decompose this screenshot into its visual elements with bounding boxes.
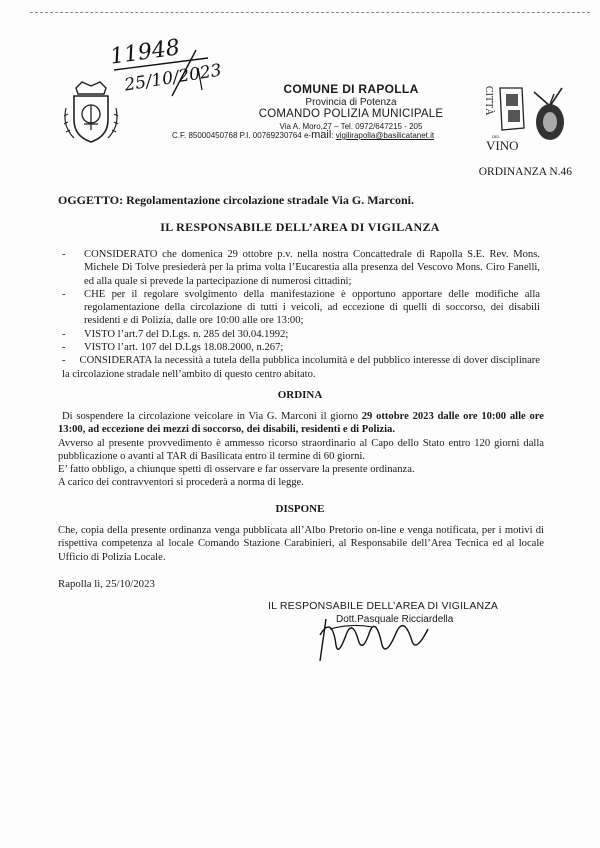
ordina-paragraph-3: E’ fatto obbligo, a chiunque spetti di osservare e far osservare la presente ordinanza. bbox=[58, 464, 415, 476]
place-date: Rapolla lì, 25/10/2023 bbox=[58, 578, 155, 590]
consideration-text: VISTO l’art.7 del D.Lgs. n. 285 del 30.04.1992; bbox=[84, 328, 289, 340]
cf-piva-text: C.F. 85000450768 P.I. 00769230764 e- bbox=[172, 131, 312, 140]
ordinanza-number: ORDINANZA N.46 bbox=[478, 166, 572, 178]
comando-name: COMANDO POLIZIA MUNICIPALE bbox=[258, 108, 444, 120]
mail-label: mail bbox=[311, 129, 332, 141]
logo-vino-text: VINO bbox=[486, 138, 519, 152]
subject-text: Regolamentazione circolazione stradale Via G. Marconi. bbox=[123, 193, 414, 207]
ordina-paragraph-2: Avverso al presente provvedimento è ammesso ricorso straordinario al Capo dello Stato entro 120 giorni dalla pubblicazione o avanti al TAR di Basilicata entro il termine di 60 giorni. bbox=[58, 437, 544, 462]
logo-del-text: DEL bbox=[492, 134, 500, 139]
email-link[interactable]: vigilirapolla@basilicatanet.it bbox=[335, 131, 435, 140]
logo-citta-text: CITTÀ bbox=[483, 86, 494, 116]
list-item: - VISTO l’art.7 del D.Lgs. n. 285 del 30.04.1992; bbox=[62, 328, 289, 340]
list-item: - CONSIDERATO che domenica 29 ottobre p.v. nella nostra Concattedrale di Rapolla S.E. Rev. Mons. Michele Di Tolve presiederà per la prima volta l’Eucarestia alla presenza del Vescovo Mons. Ciro Fanelli, ed alla quale si prevede la partecipazione di numerosi cittadini; bbox=[62, 249, 540, 287]
ordina-title: ORDINA bbox=[277, 389, 323, 401]
considerations-list bbox=[62, 248, 540, 381]
mail-separator: : bbox=[331, 131, 336, 140]
handwritten-date: 25/10/2023 bbox=[123, 60, 223, 96]
ordina-text: Di sospendere la circolazione veicolare in Via G. Marconi il giorno bbox=[62, 411, 362, 422]
subject-label: OGGETTO: bbox=[58, 193, 124, 207]
letterhead bbox=[236, 82, 466, 131]
handwritten-protocol-number: 11948 bbox=[108, 35, 182, 70]
consideration-text: CHE per il regolare svolgimento della manifestazione è opportuno apportare delle modifiche alla regolamentazione della circolazione di tutti i veicoli, ad eccezione di quelli di soccorso, dei disabili residenti e di Polizia, dalle ore 10:00 alle ore 13:00; bbox=[84, 288, 540, 327]
comune-name: COMUNE DI RAPOLLA bbox=[283, 82, 419, 96]
dispone-title: DISPONE bbox=[275, 503, 325, 515]
consideration-text: VISTO l’art. 107 del D.Lgs 18.08.2000, n.267; bbox=[84, 342, 284, 354]
dispone-paragraph: Che, copia della presente ordinanza venga pubblicata all’Albo Pretorio on-line e venga notificata, per i motivi di rispettiva competenza al locale Comando Stazione Carabinieri, al Responsabile dell’Area Tecnica ed al locale Ufficio di Polizia Locale. bbox=[58, 525, 544, 563]
signatory-name: Dott.Pasquale Ricciardella bbox=[336, 614, 454, 625]
citta-del-vino-logo-icon bbox=[478, 80, 578, 152]
fiscal-code-line bbox=[172, 129, 434, 141]
signature-title: IL RESPONSABILE DELL’AREA DI VIGILANZA bbox=[268, 600, 499, 612]
list-item: - VISTO l’art. 107 del D.Lgs 18.08.2000, n.267; bbox=[62, 342, 284, 354]
list-item: - CHE per il regolare svolgimento della manifestazione è opportuno apportare delle modifiche alla regolamentazione della circolazione di tutti i veicoli, ad eccezione di quelli di soccorso, dei disabili residenti e di Polizia, dalle ore 10:00 alle ore 13:00; bbox=[62, 288, 540, 327]
consideration-text: CONSIDERATO che domenica 29 ottobre p.v. nella nostra Concattedrale di Rapolla S.E. Rev. Mons. Michele Di Tolve presiederà per la prima volta l’Eucarestia alla presenza del Vescovo Mons. Ciro Fanelli, ed alla quale si prevede la partecipazione di numerosi cittadini; bbox=[84, 249, 540, 287]
list-item: - CONSIDERATA la necessità a tutela della pubblica incolumità e del pubblico interesse di dover disciplinare la circolazione stradale nell’ambito di questo centro abitato. bbox=[62, 355, 540, 380]
subject-line bbox=[58, 193, 414, 208]
ordina-paragraph-1 bbox=[58, 410, 544, 437]
dispone-body bbox=[58, 524, 544, 564]
ordina-bold-text: 29 ottobre 2023 dalle ore 10:00 alle ore 13:00, ad eccezione dei mezzi di soccorso, dei disabili, residenti e di Polizia. bbox=[58, 411, 544, 436]
municipal-crest-icon bbox=[60, 78, 122, 148]
handwritten-signature-icon bbox=[312, 605, 442, 665]
ordina-body bbox=[58, 410, 544, 490]
address-line: Via A. Moro,27 – Tel. 0972/647215 - 205 bbox=[279, 122, 423, 131]
ordina-paragraph-4: A carico dei contravventori si procederà a norma di legge. bbox=[58, 477, 304, 489]
issuer-title: IL RESPONSABILE DELL’AREA DI VIGILANZA bbox=[160, 220, 440, 234]
consideration-text: CONSIDERATA la necessità a tutela della pubblica incolumità e del pubblico interesse di dover disciplinare la circolazione stradale nell’ambito di questo centro abitato. bbox=[62, 355, 540, 380]
top-dashed-rule bbox=[30, 12, 590, 13]
provincia-name: Provincia di Potenza bbox=[305, 97, 397, 108]
